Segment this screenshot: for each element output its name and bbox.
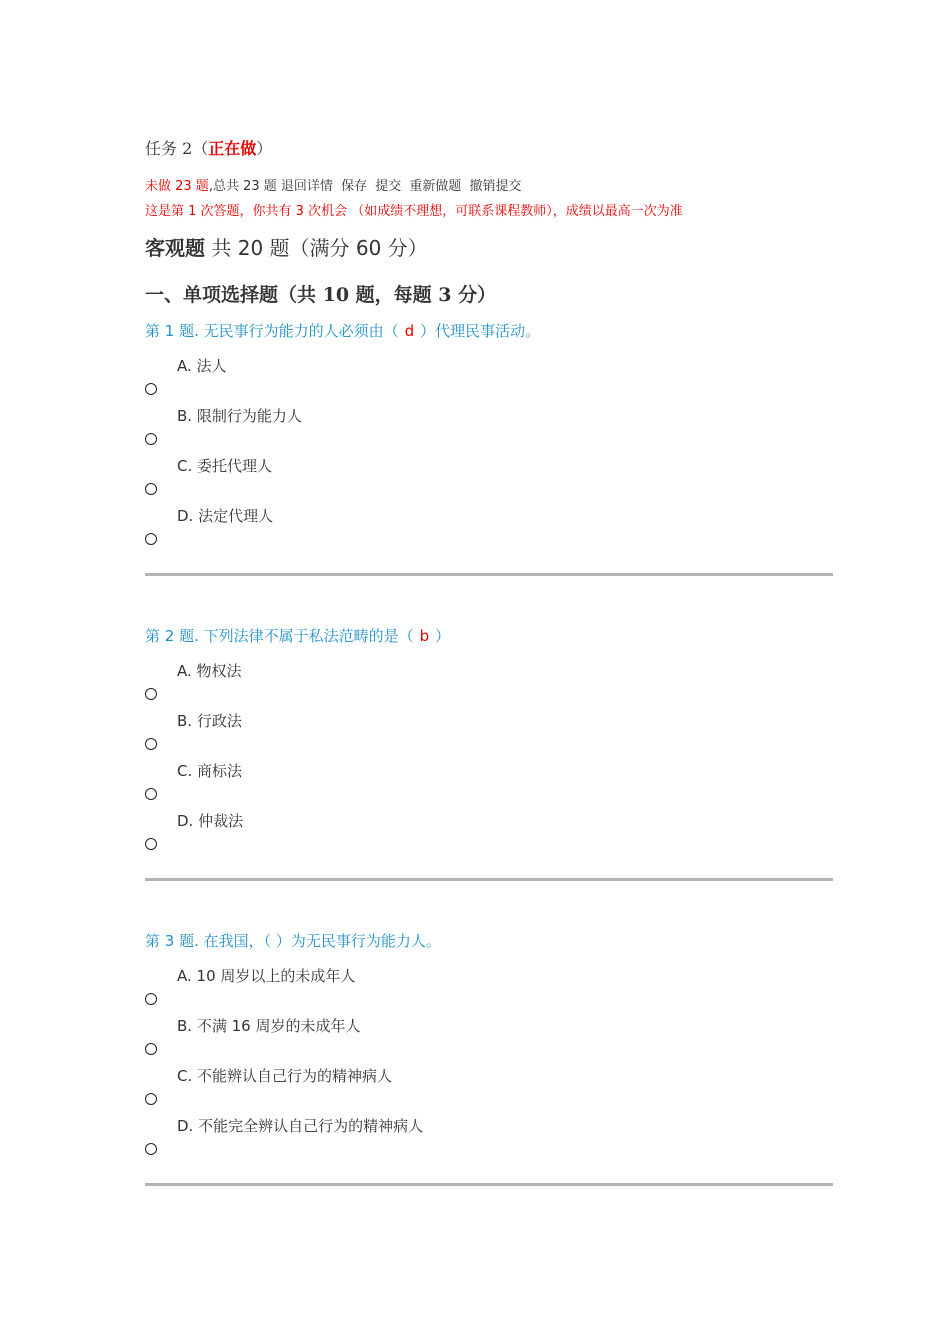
radio-button[interactable] xyxy=(145,533,157,545)
option-label: D. 仲裁法 xyxy=(177,812,244,830)
question-answer: d xyxy=(404,322,415,340)
radio-button[interactable] xyxy=(145,993,157,1005)
radio-button[interactable] xyxy=(145,433,157,445)
option-label: B. 行政法 xyxy=(177,712,242,730)
question-text-end: ）代理民事活动。 xyxy=(420,322,541,340)
question-divider xyxy=(145,573,833,576)
radio-button[interactable] xyxy=(145,483,157,495)
undo-submit-link[interactable]: 撤销提交 xyxy=(469,179,522,194)
question-text: 第 1 题. 无民事行为能力的人必须由（ xyxy=(145,322,399,340)
radio-button[interactable] xyxy=(145,1143,157,1155)
option-label: A. 物权法 xyxy=(177,662,242,680)
question-answer: b xyxy=(419,627,430,645)
option-a[interactable] xyxy=(145,355,545,405)
option-label: D. 法定代理人 xyxy=(177,507,274,525)
section-label: 客观题 xyxy=(145,236,205,260)
task-title-close: ） xyxy=(256,139,273,158)
task-title xyxy=(145,136,272,159)
question-divider xyxy=(145,878,833,881)
back-to-details-link[interactable]: 退回详情 xyxy=(280,179,333,194)
subsection-title: 一、单项选择题（共 10 题，每题 3 分） xyxy=(145,284,497,306)
task-status: 正在做 xyxy=(208,139,257,158)
option-label: A. 法人 xyxy=(177,357,227,375)
question-divider xyxy=(145,1183,833,1186)
radio-button[interactable] xyxy=(145,838,157,850)
save-link[interactable]: 保存 xyxy=(341,179,368,194)
radio-button[interactable] xyxy=(145,688,157,700)
option-c[interactable] xyxy=(145,455,545,505)
question-stem xyxy=(145,320,540,341)
option-d[interactable] xyxy=(145,1115,545,1165)
option-label: C. 委托代理人 xyxy=(177,457,273,475)
option-b[interactable] xyxy=(145,405,545,455)
option-a[interactable] xyxy=(145,660,545,710)
option-label: B. 限制行为能力人 xyxy=(177,407,302,425)
option-label: C. 商标法 xyxy=(177,762,243,780)
question-stem xyxy=(145,625,450,646)
total-count: ,总共 23 题 xyxy=(208,179,277,194)
option-label: C. 不能辨认自己行为的精神病人 xyxy=(177,1067,393,1085)
option-c[interactable] xyxy=(145,760,545,810)
radio-button[interactable] xyxy=(145,383,157,395)
option-b[interactable] xyxy=(145,710,545,760)
option-label: B. 不满 16 周岁的未成年人 xyxy=(177,1017,361,1035)
option-a[interactable] xyxy=(145,965,545,1015)
option-c[interactable] xyxy=(145,1065,545,1115)
radio-button[interactable] xyxy=(145,1043,157,1055)
redo-link[interactable]: 重新做题 xyxy=(409,179,462,194)
section-summary: 共 20 题（满分 60 分） xyxy=(205,236,428,260)
question-text: 第 2 题. 下列法律不属于私法范畴的是（ xyxy=(145,627,414,645)
option-b[interactable] xyxy=(145,1015,545,1065)
section-title xyxy=(145,232,428,261)
question-text: 第 3 题. 在我国，（ ）为无民事行为能力人。 xyxy=(145,932,441,950)
radio-button[interactable] xyxy=(145,738,157,750)
status-bar xyxy=(145,175,526,194)
radio-button[interactable] xyxy=(145,788,157,800)
option-d[interactable] xyxy=(145,810,545,860)
radio-button[interactable] xyxy=(145,1093,157,1105)
attempt-notice: 这是第 1 次答题，你共有 3 次机会 （如成绩不理想，可联系课程教师），成绩以最高一次为准 xyxy=(145,204,683,219)
submit-link[interactable]: 提交 xyxy=(375,179,402,194)
unanswered-count: 未做 23 题 xyxy=(145,179,209,194)
option-label: A. 10 周岁以上的未成年人 xyxy=(177,967,356,985)
question-text-end: ） xyxy=(435,627,451,645)
question-stem xyxy=(145,930,441,951)
option-label: D. 不能完全辨认自己行为的精神病人 xyxy=(177,1117,424,1135)
task-title-text: 任务 2（ xyxy=(145,139,209,158)
option-d[interactable] xyxy=(145,505,545,555)
